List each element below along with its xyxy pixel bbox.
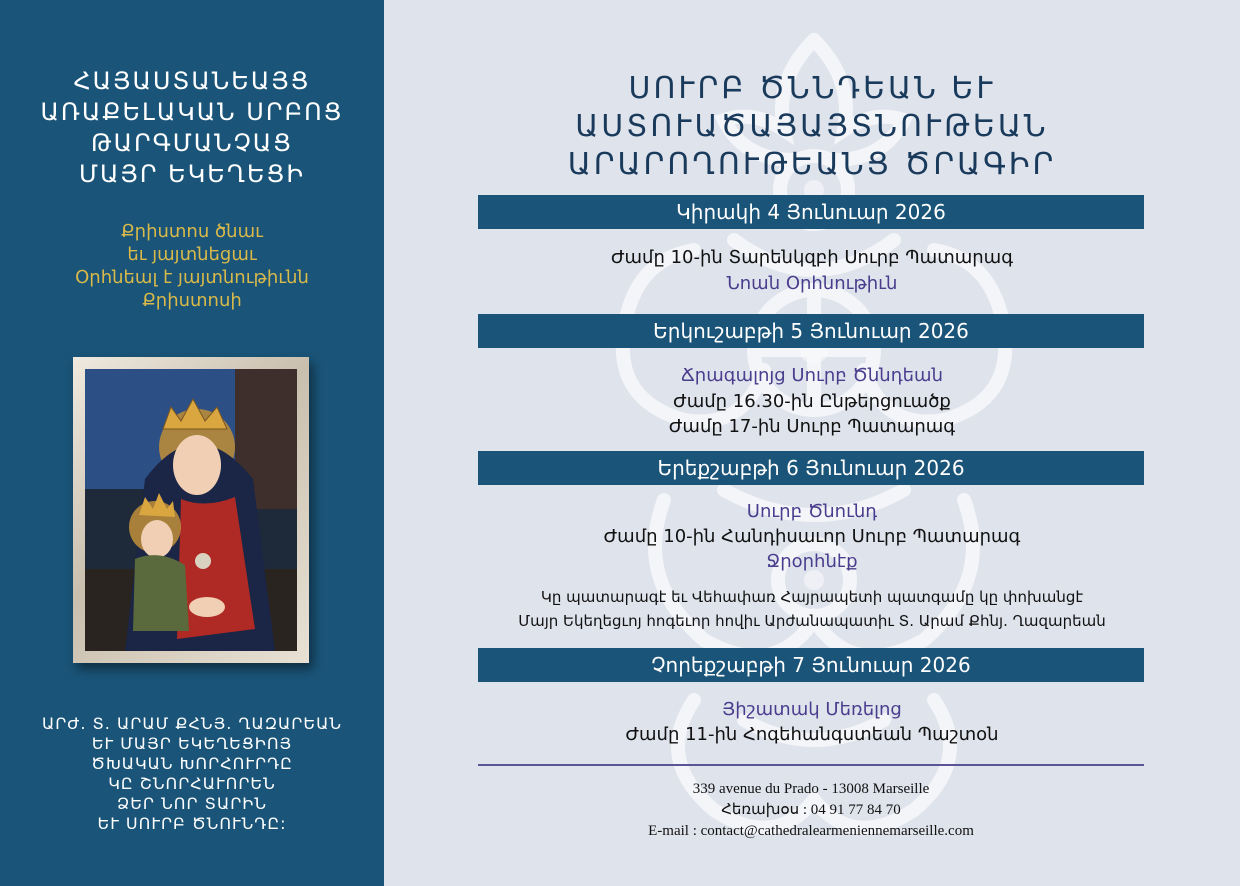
celebrant-note: Կը պատարագէ եւ Վեհափառ Հայրապետի պատգամը կը փոխանցէ	[540, 588, 1084, 606]
contact-phone: Հեռախօս : 04 91 77 84 70	[721, 802, 901, 818]
contact-address: 339 avenue du Prado - 13008 Marseille	[692, 781, 930, 797]
hymn-line: Քրիստոս ծնաւ	[121, 221, 263, 242]
service-title: Յիշատակ Մեռելոց	[722, 699, 902, 720]
service-line: Ժամը 17-ին Սուրբ Պատարագ	[668, 416, 956, 437]
day-header-monday: Երկուշաբթի 5 Յունուար 2026	[478, 314, 1144, 348]
church-title-line: ՄԱՅՐ ԵԿԵՂԵՑԻ	[79, 160, 305, 188]
service-title: Նոան Օրհնութիւն	[726, 273, 898, 294]
hymn-line: եւ յայտնեցաւ	[127, 244, 257, 265]
greeting-line: ԵՒ ՄԱՅՐ ԵԿԵՂԵՑԻՈՅ	[91, 734, 293, 753]
church-title-line: ՀԱՅԱՍՏԱՆԵԱՅՑ	[73, 67, 311, 95]
service-title: Սուրբ Ծնունդ	[746, 501, 878, 522]
church-title-line: ԱՌԱՔԵԼԱԿԱՆ ՍՐԲՈՑ	[40, 98, 344, 126]
day-header-sunday: Կիրակի 4 Յունուար 2026	[478, 195, 1144, 229]
service-title: Ճրագալոյց Սուրբ Ծննդեան	[680, 365, 943, 386]
service-line: Ժամը 10-ին Տարենկզբի Սուրբ Պատարագ	[610, 247, 1014, 268]
divider	[478, 764, 1144, 766]
day-header-tuesday: Երեքշաբթի 6 Յունուար 2026	[478, 451, 1144, 485]
service-line: Ժամը 11-ին Հոգեհանգստեան Պաշտօն	[625, 724, 999, 745]
service-title: Ջրօրհնէք	[766, 551, 858, 572]
program-title-line: ԱՍՏՈՒԱԾԱՅԱՅՏՆՈՒԹԵԱՆ	[575, 109, 1049, 144]
program-title-line: ԱՐԱՐՈՂՈՒԹԵԱՆՑ ԾՐԱԳԻՐ	[567, 147, 1057, 182]
christmas-hymn	[0, 220, 384, 312]
church-title-line: ԹԱՐԳՄԱՆՉԱՑ	[91, 129, 293, 157]
greeting-line: ԿԸ ՇՆՈՐՀԱՒՈՐԵՆ	[108, 774, 276, 793]
hymn-line: Քրիստոսի	[142, 290, 242, 311]
service-line: Ժամը 10-ին Հանդիսաւոր Սուրբ Պատարագ	[603, 526, 1021, 547]
greeting-line: ԵՒ ՍՈՒՐԲ ԾՆՈՒՆԴԸ:	[97, 814, 287, 833]
church-title	[0, 66, 384, 190]
greeting-line: ՁԵՐ ՆՈՐ ՏԱՐԻՆ	[116, 794, 268, 813]
madonna-and-child-icon	[73, 357, 309, 663]
service-line: Ժամը 16.30-ին Ընթերցուածք	[673, 391, 951, 412]
greeting-message	[0, 714, 384, 834]
program-title-line: ՍՈՒՐԲ ԾՆՆԴԵԱՆ ԵՒ	[628, 71, 996, 106]
greeting-line: ԾԽԱԿԱՆ ԽՈՐՀՈՒՐԴԸ	[91, 754, 293, 773]
hymn-line: Օրհնեալ է յայտնութիւնն	[75, 267, 309, 288]
contact-email[interactable]: E-mail : contact@cathedralearmeniennemarseille.com	[648, 823, 974, 839]
program-title	[478, 70, 1146, 184]
greeting-line: ԱՐԺ. Տ. ԱՐԱՄ ՔՀՆՅ. ՂԱԶԱՐԵԱՆ	[41, 714, 343, 733]
celebrant-note: Մայր Եկեղեցւոյ հոգեւոր հովիւ Արժանապատիւ Տ. Արամ Քհնյ. Ղազարեան	[518, 612, 1106, 630]
day-header-wednesday: Չորեքշաբթի 7 Յունուար 2026	[478, 648, 1144, 682]
left-panel	[0, 0, 384, 886]
